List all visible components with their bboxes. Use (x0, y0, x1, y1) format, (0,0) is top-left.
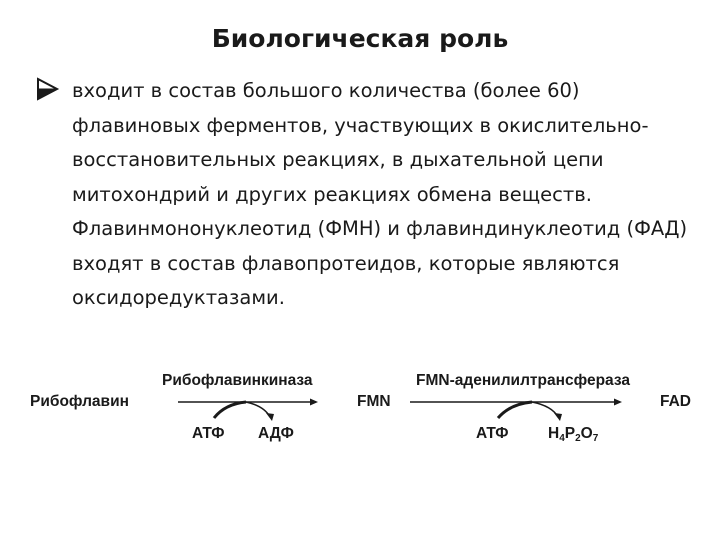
cofactor-out-2-label: $H_4P_2O_7$ (548, 425, 599, 444)
cofactor-arrowhead-2 (554, 413, 562, 421)
flavin-synthesis-scheme (0, 360, 720, 460)
enzyme-2-label: FMN-аденилилтрансфераза (416, 372, 630, 389)
substrate-label: Рибофлавин (30, 393, 129, 410)
cofactor-curve-in-1 (214, 402, 246, 418)
cofactor-arrowhead-1 (266, 413, 274, 421)
bullet-item (34, 74, 704, 316)
cofactor-in-2-label: АТФ (476, 425, 509, 442)
bullet-text: входит в состав большого количества (более 60) флавиновых ферментов, участвующих в окислительно-восстановительных реакциях, в дыхательной цепи митохондрий и других реакциях обмена веществ. Флавинмононуклеотид (ФМН) и флавиндинуклеотид (ФАД) входят в состав флавопротеидов, которые являются оксидоредуктазами. (72, 79, 688, 309)
product-label: FAD (660, 393, 691, 410)
intermediate-label: FMN (357, 393, 391, 410)
cofactor-curve-out-1 (246, 402, 270, 417)
cofactor-curve-in-2 (498, 402, 532, 418)
reaction-arrowhead-2 (614, 399, 622, 406)
enzyme-1-label: Рибофлавинкиназа (162, 372, 313, 389)
cofactor-in-1-label: АТФ (192, 425, 225, 442)
cofactor-curve-out-2 (532, 402, 558, 417)
reaction-arrowhead-1 (310, 399, 318, 406)
arrow-bullet-icon (34, 76, 60, 102)
slide-title: Биологическая роль (211, 24, 509, 53)
cofactor-out-1-label: АДФ (258, 425, 294, 442)
